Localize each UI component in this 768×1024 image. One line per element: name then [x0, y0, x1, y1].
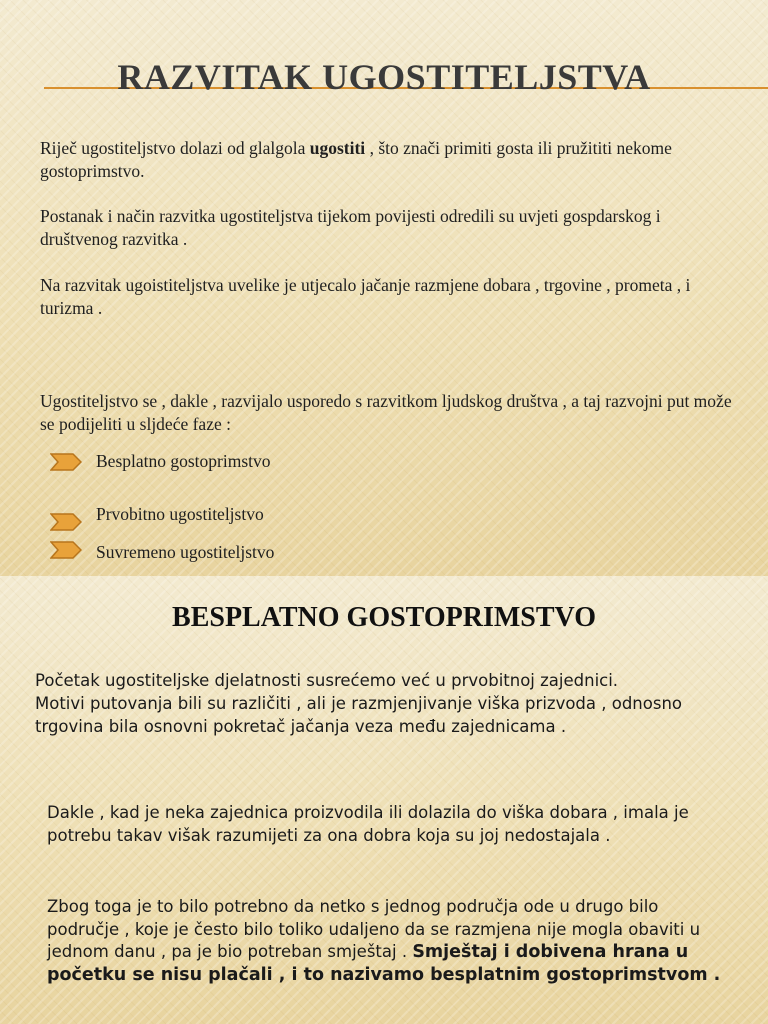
paragraph-text: Riječ ugostiteljstvo dolazi od glalgola	[40, 138, 310, 158]
slide-besplatno-gostoprimstvo	[0, 576, 768, 1024]
paragraph-phases: Ugostiteljstvo se , dakle , razvijalo usporedo s razvitkom ljudskog društva , a taj razvojni put može se podijeliti u sljdeće faze :	[40, 391, 732, 434]
bullet-label: Besplatno gostoprimstvo	[96, 451, 271, 471]
paragraph-beginning: Početak ugostiteljske djelatnosti susrećemo već u prvobitnoj zajednici.	[35, 671, 619, 690]
slide-title: RAZVITAK UGOSTITELJSTVA	[117, 57, 651, 97]
chevron-arrow-icon	[50, 513, 82, 531]
paragraph-text: , što znači primiti gosta ili pružititi nekome gostoprimstvo.	[40, 138, 672, 181]
paragraph-surplus: Dakle , kad je neka zajednica proizvodila ili dolazila do viška dobara , imala je potrebu takav višak razumijeti za ona dobra koja su joj nedostajala .	[47, 803, 689, 845]
paragraph-definition	[40, 137, 720, 183]
paragraph-accommodation	[47, 896, 727, 986]
paragraph-text: Zbog toga je to bilo potrebno da netko s jednog područja ode u drugo bilo područje , koje je često bilo toliko udaljeno da se razmjena nije mogla obaviti u jednom danu , pa je bio potreban smještaj .	[47, 897, 701, 961]
paragraph-origin: Postanak i način razvitka ugostiteljstva tijekom povijesti odredili su uvjeti gospdarskog i društvenog razvitka .	[40, 206, 661, 249]
bold-term: ugostiti	[309, 138, 366, 158]
chevron-arrow-icon	[50, 453, 82, 471]
bullet-label: Prvobitno ugostiteljstvo	[96, 503, 264, 524]
bold-conclusion: Smještaj i dobivena hrana u početku se nisu plačali , i to nazivamo besplatnim gostoprimstvom .	[47, 942, 721, 985]
slide-title: BESPLATNO GOSTOPRIMSTVO	[172, 602, 596, 633]
paragraph-motives: Motivi putovanja bili su različiti , ali je razmjenjivanje viška prizvoda , odnosno trgovina bila osnovni pokretač jačanja veza među zajednicama .	[35, 694, 683, 736]
bullet-item	[50, 451, 271, 472]
bullet-label: Suvremeno ugostiteljstvo	[96, 542, 275, 562]
paragraph-influence: Na razvitak ugoistiteljstva uvelike je utjecalo jačanje razmjene dobara , trgovine , prometa , i turizma .	[40, 275, 691, 318]
chevron-arrow-icon	[50, 541, 82, 559]
bullet-item	[50, 497, 264, 531]
bullet-item	[50, 542, 274, 563]
